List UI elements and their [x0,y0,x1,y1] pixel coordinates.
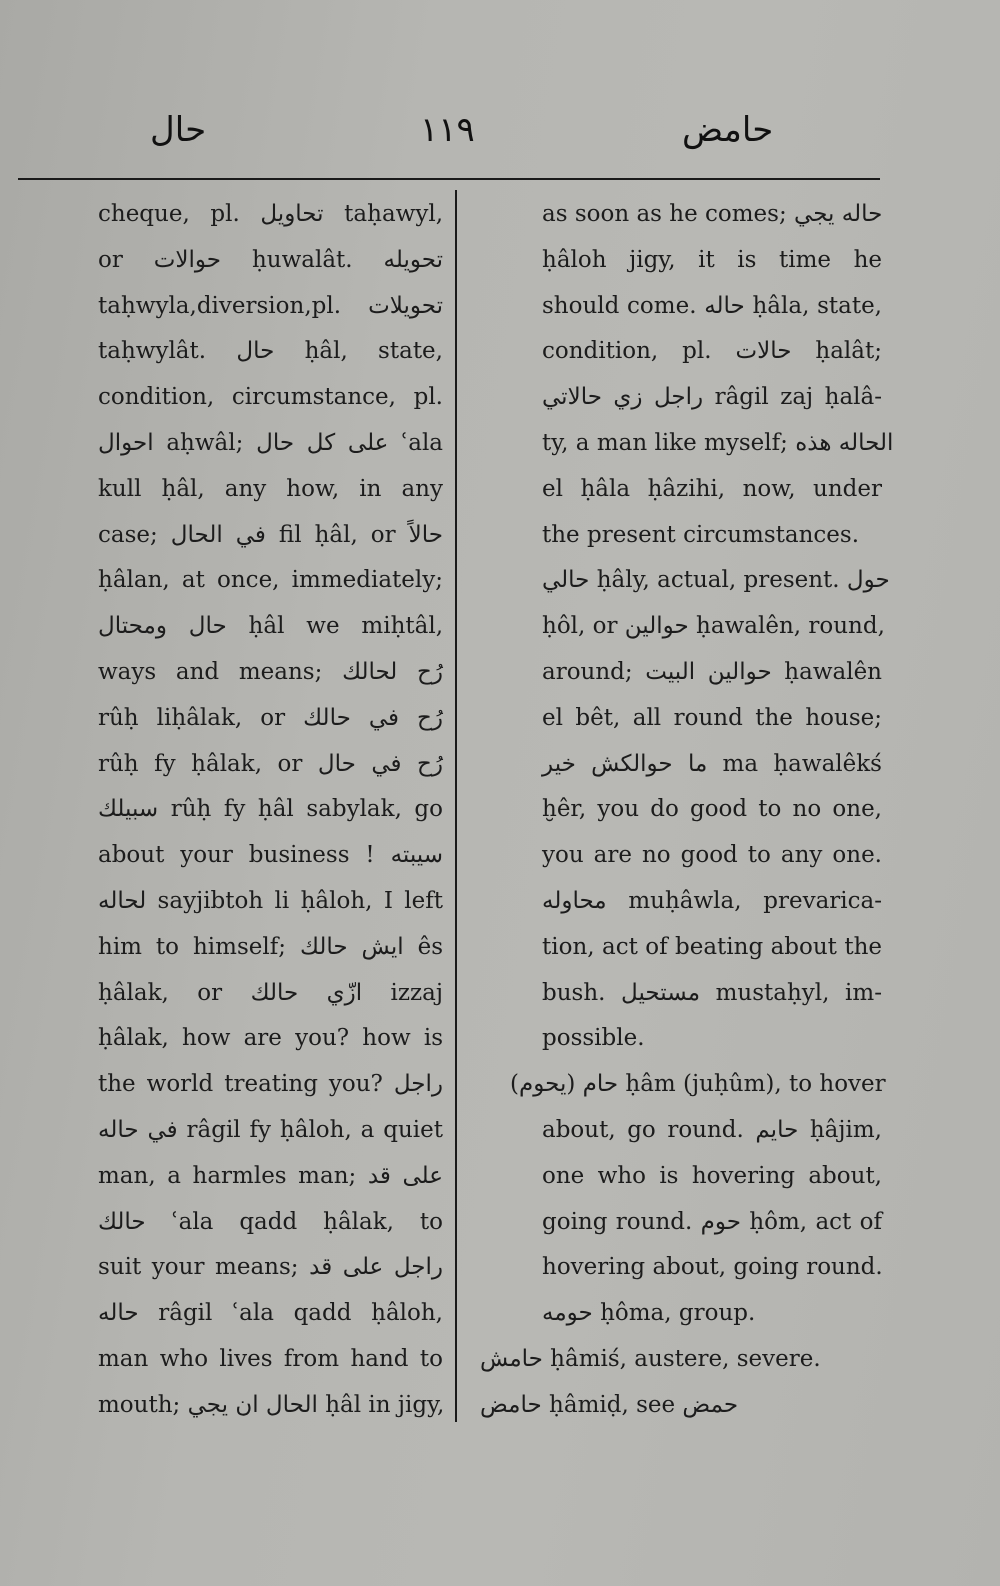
text-line: the world treating you? راجل [98,1071,443,1098]
text-line: tion, act of beating about the [542,933,882,960]
page-header [0,110,1000,160]
text-line: ways and means; رُح لحالك [98,658,443,685]
text-line: حاله râgil ʿala qadd ḥâloh, [98,1300,443,1327]
right-guide-word: حامض [682,110,774,150]
text-line: possible. [542,1025,645,1052]
page-number: ١١٩ [420,110,475,150]
text-line: rûḥ fy ḥâlak, or رُح في حال [98,750,443,777]
text-line: ḥâloh jigy, it is time he [542,246,882,273]
text-line: suit your means; راجل على قد [98,1254,443,1281]
text-line: you are no good to any one. [542,842,882,869]
text-line: راجل زي حالاتي râgil zaj ḥalâ- [542,384,882,411]
text-line: taḥwyla,diversion,pl. تحويلات [98,292,443,319]
text-line: ما حوالكش خير ma ḥawalêkś [542,750,882,777]
text-line: cheque, pl. تحاويل taḥawyl, [98,201,443,227]
text-line: في حاله râgil fy ḥâloh, a quiet [98,1116,444,1143]
text-line: about your business ! سيبته [98,842,443,869]
text-line: لحاله sayjibtoh li ḥâloh, I left [98,887,443,914]
text-line: حام (يحوم) ḥâm (juḥûm), to hover [510,1071,886,1098]
column-divider [455,190,457,1422]
text-line: el ḥâla ḥâzihi, now, under [542,475,882,502]
right-column [480,192,894,1429]
text-line: kull ḥâl, any how, in any [98,475,443,502]
text-line: el bêt, all round the house; [542,704,882,731]
left-guide-word: حال [150,110,207,150]
text-line: حومه ḥôma, group. [542,1300,756,1327]
text-line: condition, pl. حالات ḥalât; [542,338,882,365]
text-line: سبيلك rûḥ fy ḥâl sabylak, go [98,796,443,823]
text-line: taḥwylât. حال ḥâl, state, [98,338,443,365]
text-line: حامش ḥâmiś, austere, severe. [480,1345,821,1372]
text-line: حالي ḥâly, actual, present. حول [542,567,890,594]
text-line: going round. حوم ḥôm, act of [542,1208,882,1235]
text-line: ty, a man like myself; الحاله هذه [542,429,894,456]
text-line: or حوالات ḥuwalât. تحويله [98,246,443,273]
text-line: around; حوالين البيت ḥawalên [542,658,882,685]
left-column [98,192,443,1429]
text-line: حال ومحتال ḥâl we miḥtâl, [98,613,444,640]
text-line: mouth; الحال ان يجي ḥâl in jigy, [98,1391,445,1418]
text-line: حامض ḥâmiḍ, see حمض [480,1391,739,1418]
text-line: bush. مستحيل mustaḥyl, im- [542,979,882,1006]
text-line: rûḥ liḥâlak, or رُح في حالك [98,704,444,731]
text-line: him to himself; ايش حالك ês [98,933,443,960]
text-line: hovering about, going round. [542,1254,883,1281]
text-line: حالك ʿala qadd ḥâlak, to [98,1208,443,1235]
text-line: as soon as he comes; حاله يجي [542,201,883,227]
text-line: one who is hovering about, [542,1162,882,1189]
text-line: ḥôl, or حوالين ḥawalên, round, [542,613,885,640]
text-line: man, a harmles man; على قد [98,1162,443,1189]
text-line: ḥâlak, how are you? how is [98,1025,443,1052]
text-line: ḫêr, you do good to no one, [542,796,882,823]
text-line: man who lives from hand to [98,1345,443,1372]
text-line: احوال aḥwâl; على كل حال ʿala [98,429,444,456]
text-line: should come. حاله ḥâla, state, [542,292,882,319]
text-line: about, go round. حايم ḥâjim, [542,1116,882,1143]
text-line: ḥâlak, or ازّي حالك izzaj [98,979,443,1006]
text-line: condition, circumstance, pl. [98,384,443,411]
header-rule [18,178,880,180]
text-line: ḥâlan, at once, immediately; [98,567,443,594]
text-line: محاوله muḥâwla, prevarica- [542,887,882,914]
text-line: case; في الحال fil ḥâl, or حالاً [98,521,443,548]
text-line: the present circumstances. [542,521,860,548]
